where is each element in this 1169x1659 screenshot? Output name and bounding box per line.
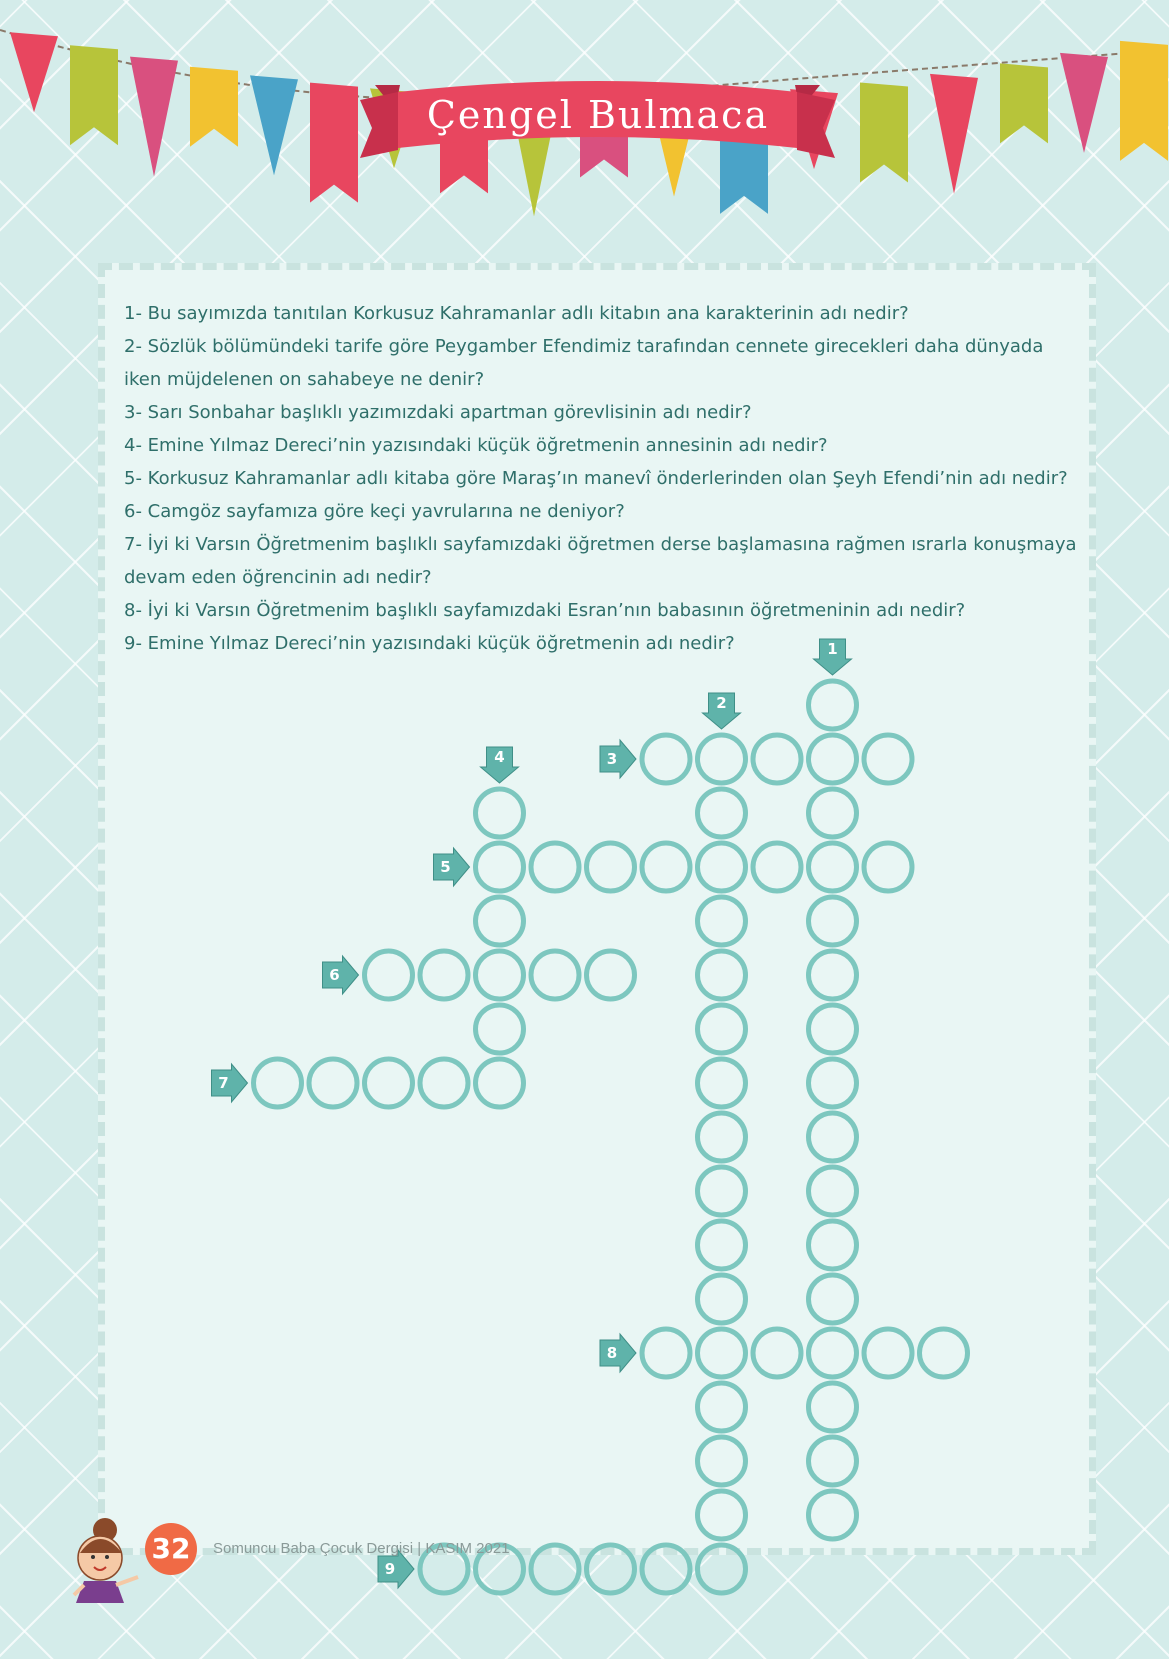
marker-arrow-icon <box>600 740 636 778</box>
crossword-cell[interactable] <box>698 735 746 783</box>
question-3: 3- Sarı Sonbahar başlıklı yazımızdaki apartman görevlisinin adı nedir? <box>124 402 752 423</box>
crossword-cell[interactable] <box>920 1329 968 1377</box>
crossword-cell[interactable] <box>809 1329 857 1377</box>
crossword-cell[interactable] <box>698 951 746 999</box>
crossword-cell[interactable] <box>365 951 413 999</box>
crossword-cell[interactable] <box>698 1329 746 1377</box>
crossword-cell[interactable] <box>642 843 690 891</box>
crossword-cell[interactable] <box>531 843 579 891</box>
crossword-cell[interactable] <box>809 1491 857 1539</box>
crossword-cell[interactable] <box>420 1059 468 1107</box>
crossword-cell[interactable] <box>809 681 857 729</box>
crossword-cell[interactable] <box>698 1491 746 1539</box>
crossword-cell[interactable] <box>642 1329 690 1377</box>
marker-number: 4 <box>494 748 505 766</box>
crossword-cell[interactable] <box>809 951 857 999</box>
crossword-cell[interactable] <box>587 843 635 891</box>
marker-arrow-icon <box>212 1064 248 1102</box>
girl-illustration <box>74 1518 138 1603</box>
crossword-cell[interactable] <box>809 735 857 783</box>
marker-number: 5 <box>440 858 451 876</box>
crossword-cell[interactable] <box>420 951 468 999</box>
question-1: 1- Bu sayımızda tanıtılan Korkusuz Kahramanlar adlı kitabın ana karakterinin adı nedir? <box>124 303 909 324</box>
crossword-cell[interactable] <box>753 735 801 783</box>
crossword-cell[interactable] <box>864 735 912 783</box>
crossword-cell[interactable] <box>698 1437 746 1485</box>
clue-marker-2 <box>703 693 741 729</box>
crossword-cell[interactable] <box>698 1167 746 1215</box>
crossword-cell[interactable] <box>809 897 857 945</box>
question-8: 8- İyi ki Varsın Öğretmenim başlıklı sayfamızdaki Esran’nın babasının öğretmeninin adı nedir? <box>124 600 966 621</box>
question-9: 9- Emine Yılmaz Dereci’nin yazısındaki küçük öğretmenin adı nedir? <box>124 633 735 654</box>
crossword-cell[interactable] <box>476 951 524 999</box>
marker-number: 8 <box>606 1344 618 1362</box>
page-title: Çengel Bulmaca <box>426 93 770 137</box>
crossword-cell[interactable] <box>698 1059 746 1107</box>
crossword-cell[interactable] <box>753 1329 801 1377</box>
crossword-cell[interactable] <box>698 1113 746 1161</box>
clue-marker-1 <box>814 639 852 675</box>
crossword-cell[interactable] <box>809 1437 857 1485</box>
clue-marker-8 <box>600 1334 636 1372</box>
crossword-cell[interactable] <box>365 1059 413 1107</box>
question-7: 7- İyi ki Varsın Öğretmenim başlıklı sayfamızdaki öğretmen derse başlamasına rağmen ısrarla konuşmaya devam eden öğrencinin adı nedir? <box>124 534 1077 588</box>
crossword-cell[interactable] <box>698 1005 746 1053</box>
crossword-cell[interactable] <box>698 1383 746 1431</box>
marker-number: 7 <box>218 1074 229 1092</box>
question-2: 2- Sözlük bölümündeki tarife göre Peygamber Efendimiz tarafından cennete girecekleri daha dünyada iken müjdelenen on sahabeye ne denir? <box>124 336 1044 390</box>
marker-number: 3 <box>606 750 618 768</box>
crossword-cell[interactable] <box>476 789 524 837</box>
marker-number: 1 <box>827 640 838 658</box>
crossword-cell[interactable] <box>864 1329 912 1377</box>
crossword-cell[interactable] <box>809 1005 857 1053</box>
crossword-cell[interactable] <box>809 1275 857 1323</box>
marker-arrow-icon <box>434 848 470 886</box>
crossword-cell[interactable] <box>254 1059 302 1107</box>
crossword-cell[interactable] <box>698 843 746 891</box>
clue-marker-5 <box>434 848 470 886</box>
crossword-cell[interactable] <box>698 789 746 837</box>
crossword-cell[interactable] <box>476 843 524 891</box>
crossword-cell[interactable] <box>809 1059 857 1107</box>
marker-number: 9 <box>384 1560 396 1578</box>
question-6: 6- Camgöz sayfamıza göre keçi yavrularına ne deniyor? <box>124 501 625 522</box>
crossword-cell[interactable] <box>809 1113 857 1161</box>
question-4: 4- Emine Yılmaz Dereci’nin yazısındaki küçük öğretmenin annesinin adı nedir? <box>124 435 828 456</box>
question-5: 5- Korkusuz Kahramanlar adlı kitaba göre Maraş’ın manevî önderlerinden olan Şeyh Efendi’nin adı nedir? <box>124 468 1068 489</box>
crossword-cell[interactable] <box>531 951 579 999</box>
crossword-cell[interactable] <box>698 897 746 945</box>
crossword-cell[interactable] <box>309 1059 357 1107</box>
crossword-cell[interactable] <box>809 789 857 837</box>
clue-marker-7 <box>212 1064 248 1102</box>
crossword-cell[interactable] <box>809 1221 857 1269</box>
crossword-cell[interactable] <box>809 1167 857 1215</box>
crossword-cell[interactable] <box>476 1005 524 1053</box>
marker-arrow-icon <box>600 1334 636 1372</box>
clue-marker-4 <box>481 747 519 783</box>
marker-arrow-icon <box>323 956 359 994</box>
magazine-footer-text: Somuncu Baba Çocuk Dergisi | KASIM 2021 <box>213 1540 510 1557</box>
crossword-cell[interactable] <box>698 1221 746 1269</box>
crossword-cell[interactable] <box>753 843 801 891</box>
clue-marker-6 <box>323 956 359 994</box>
page-number-badge: 32 <box>145 1523 197 1575</box>
crossword-cell[interactable] <box>809 843 857 891</box>
crossword-cell[interactable] <box>809 1383 857 1431</box>
crossword-cell[interactable] <box>476 897 524 945</box>
crossword-cell[interactable] <box>642 735 690 783</box>
crossword-cell[interactable] <box>698 1545 746 1593</box>
marker-number: 6 <box>329 966 340 984</box>
crossword-cell[interactable] <box>864 843 912 891</box>
crossword-cell[interactable] <box>476 1059 524 1107</box>
crossword-cell[interactable] <box>698 1275 746 1323</box>
marker-number: 2 <box>716 694 727 712</box>
clue-marker-3 <box>600 740 636 778</box>
crossword-cell[interactable] <box>587 951 635 999</box>
